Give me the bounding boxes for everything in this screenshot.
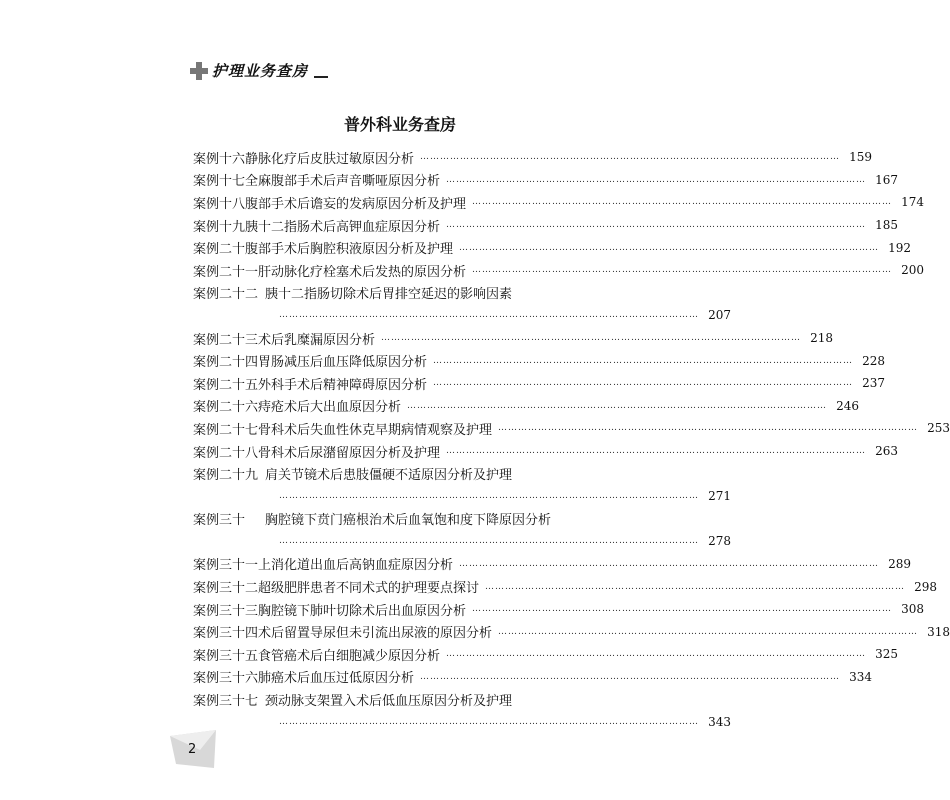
dot-leader: ……………………………………………………………………………………………………………… <box>407 400 828 411</box>
case-label: 案例十七 <box>193 174 246 190</box>
case-title: 胸腔镜下肺叶切除术后出血原因分析 <box>258 603 467 619</box>
medical-cross-icon <box>190 62 208 80</box>
case-title: 骨科术后失血性休克早期病情观察及护理 <box>258 422 493 438</box>
page-ref: 218 <box>810 331 834 346</box>
dot-leader: ……………………………………………………………………………………………………………… <box>472 265 893 276</box>
page-ref: 185 <box>875 218 899 233</box>
toc-entry[interactable] <box>193 146 873 169</box>
toc-entry[interactable] <box>193 553 912 576</box>
case-label: 案例十九 <box>193 219 246 235</box>
toc-entry[interactable] <box>193 666 873 689</box>
toc-entry[interactable] <box>193 417 950 440</box>
toc-entry[interactable] <box>193 236 912 259</box>
dot-leader: ……………………………………………………………………………………………………………… <box>433 355 854 366</box>
case-label: 案例二十二 <box>193 287 259 303</box>
running-header <box>190 60 328 81</box>
page-ref: 263 <box>875 444 899 459</box>
case-label: 案例三十三 <box>193 603 259 619</box>
case-label: 案例三十五 <box>193 648 259 664</box>
case-title: 骨科术后尿潴留原因分析及护理 <box>258 445 441 461</box>
case-label: 案例二十一 <box>193 264 259 280</box>
toc-entry[interactable] <box>193 440 899 463</box>
case-label: 案例三十一 <box>193 558 259 574</box>
page-ref: 253 <box>927 421 950 436</box>
table-of-contents <box>193 146 950 733</box>
toc-entry[interactable] <box>193 191 925 214</box>
case-title: 术后留置导尿但未引流出尿液的原因分析 <box>258 626 493 642</box>
case-title: 肩关节镜术后患肢僵硬不适原因分析及护理 <box>265 468 513 484</box>
dot-leader: ……………………………………………………………………………………………………………… <box>498 626 919 637</box>
dot-leader: ……………………………………………………………………………………………………………… <box>459 242 880 253</box>
dot-leader: ……………………………………………………………………………………………………………… <box>381 333 802 344</box>
dot-leader: ……………………………………………………………………………………………………………… <box>472 197 893 208</box>
toc-entry[interactable] <box>193 282 731 327</box>
toc-entry[interactable] <box>193 372 886 395</box>
toc-entry[interactable] <box>193 688 731 733</box>
case-title: 胸腔镜下贲门癌根治术后血氧饱和度下降原因分析 <box>265 513 552 529</box>
page-ref: 343 <box>708 715 731 730</box>
dot-leader: ……………………………………………………………………………………………………………… <box>498 423 919 434</box>
toc-entry[interactable] <box>193 327 834 350</box>
case-label: 案例二十八 <box>193 445 259 461</box>
case-label: 案例三十四 <box>193 626 259 642</box>
toc-entry[interactable] <box>193 349 886 372</box>
case-label: 案例二十 <box>193 242 246 258</box>
dot-leader: ……………………………………………………………………………………………………………… <box>472 604 893 615</box>
dot-leader: ……………………………………………………………………………………………………………… <box>279 717 699 728</box>
dot-leader: ……………………………………………………………………………………………………………… <box>446 446 867 457</box>
case-title: 痔疮术后大出血原因分析 <box>258 400 402 416</box>
case-title: 静脉化疗后皮肤过敏原因分析 <box>245 151 415 167</box>
case-title: 食管癌术后白细胞减少原因分析 <box>258 648 441 664</box>
page-ref: 167 <box>875 172 899 187</box>
case-label: 案例二十五 <box>193 377 259 393</box>
case-title: 胃肠减压后血压降低原因分析 <box>258 355 428 371</box>
dot-leader: ……………………………………………………………………………………………………………… <box>446 174 867 185</box>
case-title: 全麻腹部手术后声音嘶哑原因分析 <box>245 174 441 190</box>
case-title: 肺癌术后血压过低原因分析 <box>258 671 415 687</box>
case-label: 案例三十六 <box>193 671 259 687</box>
case-label: 案例三十二 <box>193 581 259 597</box>
toc-entry[interactable] <box>193 169 899 192</box>
page-title: 普外科业务查房 <box>343 115 456 134</box>
case-label: 案例二十七 <box>193 422 259 438</box>
case-label: 案例三十七 <box>193 694 259 710</box>
case-title: 术后乳糜漏原因分析 <box>258 332 376 348</box>
toc-entry[interactable] <box>193 643 899 666</box>
dot-leader: ……………………………………………………………………………………………………………… <box>433 378 854 389</box>
case-title: 超级肥胖患者不同术式的护理要点探讨 <box>258 581 480 597</box>
page-number: 2 <box>188 742 197 757</box>
page-ref: 271 <box>708 489 731 504</box>
running-header-title: 护理业务查房 <box>212 62 309 80</box>
page-ref: 334 <box>849 669 873 684</box>
case-label: 案例十八 <box>193 196 246 212</box>
case-title: 胰十二指肠切除术后胃排空延迟的影响因素 <box>265 287 513 303</box>
page-ref: 325 <box>875 647 899 662</box>
toc-entry[interactable] <box>193 620 950 643</box>
dot-leader: ……………………………………………………………………………………………………………… <box>446 649 867 660</box>
page-ref: 298 <box>914 579 938 594</box>
page-ref: 246 <box>836 398 860 413</box>
page-ref: 192 <box>888 240 912 255</box>
dot-leader: ……………………………………………………………………………………………………………… <box>279 536 699 547</box>
case-label: 案例二十四 <box>193 355 259 371</box>
page-ref: 159 <box>849 150 873 165</box>
toc-entry[interactable] <box>193 214 899 237</box>
dot-leader: ……………………………………………………………………………………………………………… <box>279 310 699 321</box>
case-title: 肝动脉化疗栓塞术后发热的原因分析 <box>258 264 467 280</box>
page-ref: 207 <box>708 308 731 323</box>
case-title: 上消化道出血后高钠血症原因分析 <box>258 558 454 574</box>
case-title: 外科手术后精神障碍原因分析 <box>258 377 428 393</box>
page-ref: 237 <box>862 376 886 391</box>
case-title: 胰十二指肠术后高钾血症原因分析 <box>245 219 441 235</box>
page-ref: 318 <box>927 624 950 639</box>
case-label: 案例三十 <box>193 513 246 529</box>
case-label: 案例二十九 <box>193 468 259 484</box>
dot-leader: ……………………………………………………………………………………………………………… <box>420 152 841 163</box>
case-title: 颈动脉支架置入术后低血压原因分析及护理 <box>265 694 513 710</box>
toc-entry[interactable] <box>193 462 731 507</box>
dot-leader: ……………………………………………………………………………………………………………… <box>279 491 699 502</box>
toc-entry[interactable] <box>193 508 731 553</box>
toc-entry[interactable] <box>193 598 925 621</box>
dot-leader: ……………………………………………………………………………………………………………… <box>420 671 841 682</box>
case-label: 案例二十六 <box>193 400 259 416</box>
case-label: 案例二十三 <box>193 332 259 348</box>
case-label: 案例十六 <box>193 151 246 167</box>
page-ref: 289 <box>888 556 912 571</box>
page-ref: 174 <box>901 195 925 210</box>
dot-leader: ……………………………………………………………………………………………………………… <box>446 220 867 231</box>
toc-entry[interactable] <box>193 259 925 282</box>
dot-leader: ……………………………………………………………………………………………………………… <box>485 581 906 592</box>
page-ref: 200 <box>901 263 925 278</box>
case-title: 腹部手术后谵妄的发病原因分析及护理 <box>245 196 467 212</box>
toc-entry[interactable] <box>193 395 860 418</box>
case-title: 腹部手术后胸腔积液原因分析及护理 <box>245 242 454 258</box>
page-ref: 308 <box>901 602 925 617</box>
header-underline <box>314 76 328 78</box>
toc-entry[interactable] <box>193 575 938 598</box>
dot-leader: ……………………………………………………………………………………………………………… <box>459 558 880 569</box>
page-ref: 278 <box>708 534 731 549</box>
page-ref: 228 <box>862 353 886 368</box>
